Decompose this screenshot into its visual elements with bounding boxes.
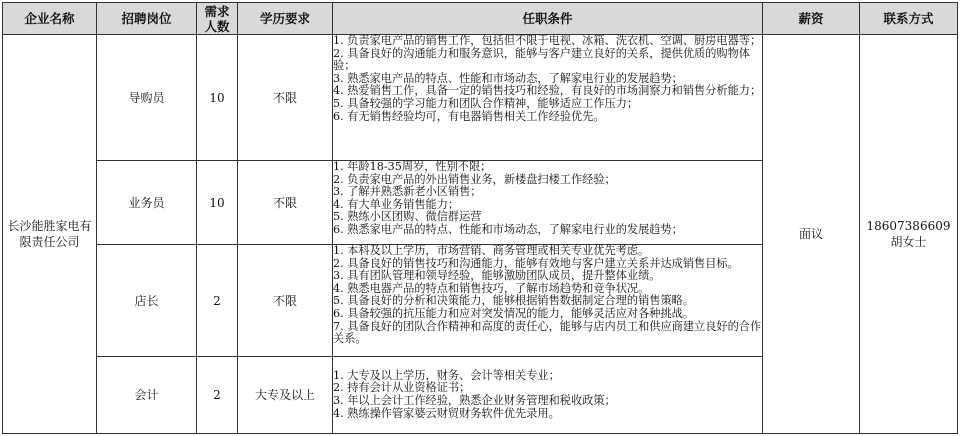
- header-education: 学历要求: [238, 3, 333, 35]
- requirement-line: 4. 有大单业务销售能力；: [333, 197, 460, 211]
- requirement-line: 1. 大专及以上学历，财务、会计等相关专业；: [333, 368, 560, 382]
- header-requirements: 任职条件: [333, 3, 763, 35]
- header-row: [3, 3, 958, 35]
- job-title: 导购员: [97, 35, 197, 161]
- requirement-line: 3. 熟悉家电产品的特点、性能和市场动态，了解家电行业的发展趋势；: [333, 71, 683, 85]
- requirement-line: 1. 本科及以上学历，市场营销、商务管理或相关专业优先考虑。: [333, 244, 650, 257]
- requirement-line: 6. 有无销售经验均可，有电器销售相关工作经验优先。: [333, 109, 605, 123]
- requirement-line: 2. 具备良好的销售技巧和沟通能力，能够有效地与客户建立关系并达成销售目标。: [333, 256, 739, 270]
- requirement-line: 7. 具备良好的团队合作精神和高度的责任心，能够与店内员工和供应商建立良好的合作关系。: [333, 319, 762, 346]
- contact-person: 胡女士: [890, 235, 927, 249]
- job-title: 会计: [97, 357, 197, 434]
- contact-info: [860, 35, 958, 434]
- requirement-line: 5. 熟练小区团购、微信群运营: [333, 210, 482, 224]
- header-position: 招聘岗位: [97, 3, 197, 35]
- requirement-line: 4. 熟练操作管家婆云财贸财务软件优先录用。: [333, 406, 560, 420]
- job-education: 不限: [238, 35, 333, 161]
- job-education: 不限: [238, 245, 333, 357]
- job-requirements: [333, 161, 763, 245]
- header-company: 企业名称: [3, 3, 97, 35]
- job-education: 不限: [238, 161, 333, 245]
- requirement-line: 2. 具备良好的沟通能力和服务意识，能够与客户建立良好的关系，提供优质的购物体验；: [333, 46, 750, 73]
- job-title: 店长: [97, 245, 197, 357]
- requirement-line: 3. 具有团队管理和领导经验，能够激励团队成员，提升整体业绩。: [333, 269, 661, 283]
- company-name: 长沙能胜家电有限责任公司: [3, 35, 97, 434]
- salary-value: 面议: [763, 35, 860, 434]
- requirement-line: 1. 负责家电产品的销售工作，包括但不限于电视、冰箱、洗衣机、空调、厨房电器等；: [333, 34, 762, 47]
- requirement-line: 3. 了解并熟悉新老小区销售；: [333, 185, 482, 199]
- job-requirements: [333, 35, 763, 161]
- recruitment-table: [2, 2, 958, 434]
- requirement-line: 1. 年龄18-35周岁，性别不限；: [333, 160, 492, 173]
- requirement-line: 5. 具备较强的学习能力和团队合作精神，能够适应工作压力；: [333, 96, 639, 110]
- job-education: 大专及以上: [238, 357, 333, 434]
- requirement-line: 6. 熟悉家电产品的特点、性能和市场动态，了解家电行业的发展趋势；: [333, 222, 683, 236]
- job-requirements: [333, 245, 763, 357]
- requirement-line: 2. 持有会计从业资格证书；: [333, 381, 471, 395]
- table-row: [3, 35, 958, 161]
- header-headcount: [197, 3, 238, 35]
- requirement-line: 4. 热爱销售工作，具备一定的销售技巧和经验，有良好的市场洞察力和销售分析能力；: [333, 84, 762, 98]
- header-headcount-line2: 人数: [204, 18, 230, 34]
- job-requirements: [333, 357, 763, 434]
- requirement-line: 4. 熟悉电器产品的特点和销售技巧，了解市场趋势和竞争状况。: [333, 281, 650, 295]
- job-headcount: 2: [197, 357, 238, 434]
- job-headcount: 2: [197, 245, 238, 357]
- job-title: 业务员: [97, 161, 197, 245]
- header-headcount-line1: 需求: [204, 3, 230, 19]
- requirement-line: 3. 年以上会计工作经验，熟悉企业财务管理和税收政策；: [333, 394, 616, 407]
- requirement-line: 5. 具备良好的分析和决策能力，能够根据销售数据制定合理的销售策略。: [333, 294, 695, 308]
- header-salary: 薪资: [763, 3, 860, 35]
- requirement-line: 2. 负责家电产品的外出销售业务，新楼盘扫楼工作经验；: [333, 172, 616, 186]
- job-headcount: 10: [197, 161, 238, 245]
- job-headcount: 10: [197, 35, 238, 161]
- header-contact: 联系方式: [860, 3, 958, 35]
- requirement-line: 6. 具备较强的抗压能力和应对突发情况的能力，能够灵活应对各种挑战。: [333, 306, 695, 320]
- contact-phone: 18607386609: [866, 219, 951, 233]
